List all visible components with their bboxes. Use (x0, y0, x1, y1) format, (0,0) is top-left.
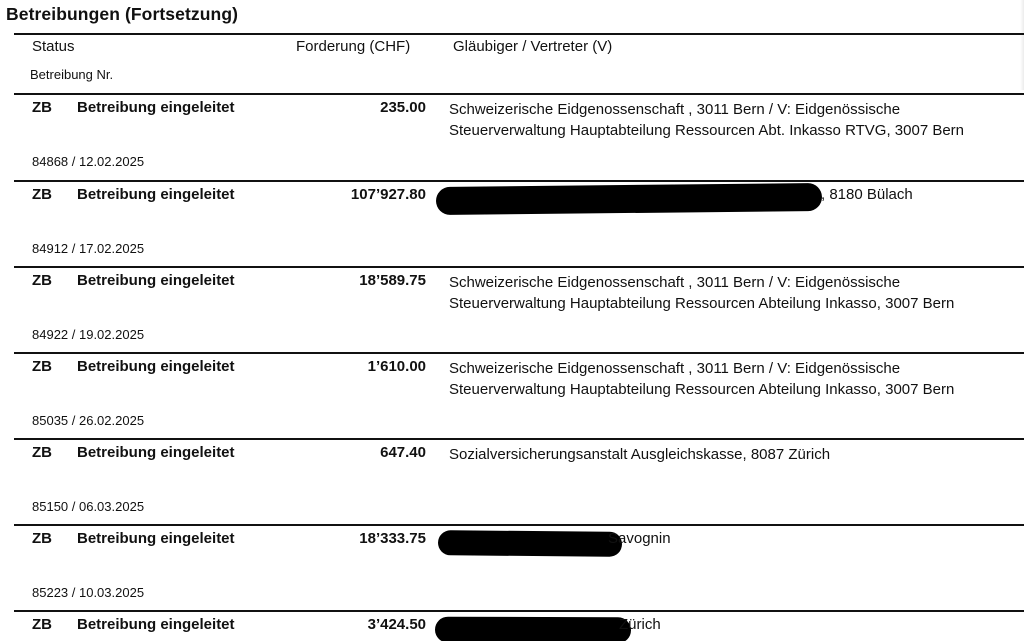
amount: 18’589.75 (359, 272, 426, 289)
creditor-line: Sozialversicherungsanstalt Ausgleichskasse, 8087 Zürich (449, 446, 831, 463)
amount: 235.00 (380, 99, 426, 116)
amount: 1’610.00 (367, 358, 426, 375)
creditor-line: Steuerverwaltung Hauptabteilung Ressourcen Abteilung Inkasso, 3007 Bern (449, 295, 955, 312)
status-code: ZB (32, 444, 52, 461)
table-row (14, 438, 1024, 525)
visible-creditor-fragment: , 8180 Bülach (821, 186, 913, 203)
case-number-date: 84922 / 19.02.2025 (32, 327, 145, 342)
creditor-line: Schweizerische Eidgenossenschaft , 3011 Bern / V: Eidgenössische (449, 274, 901, 291)
creditor-column-header: Gläubiger / Vertreter (V) (453, 38, 613, 55)
creditor-line: Steuerverwaltung Hauptabteilung Ressourcen Abt. Inkasso RTVG, 3007 Bern (449, 122, 965, 139)
row-divider (14, 610, 1024, 612)
status-column-header: Status (32, 38, 75, 55)
status-code: ZB (32, 186, 52, 203)
status-text: Betreibung eingeleitet (77, 99, 235, 116)
table-row (14, 180, 1024, 267)
status-text: Betreibung eingeleitet (77, 616, 235, 633)
table-row (14, 524, 1024, 611)
creditor-line: Schweizerische Eidgenossenschaft , 3011 Bern / V: Eidgenössische (449, 360, 901, 377)
table-row (14, 266, 1024, 353)
redaction-mark (438, 530, 622, 557)
status-text: Betreibung eingeleitet (77, 530, 235, 547)
row-divider (14, 93, 1024, 95)
table-row (14, 610, 1024, 641)
row-divider (14, 524, 1024, 526)
status-code: ZB (32, 358, 52, 375)
page-edge-shadow (1020, 0, 1024, 90)
redaction-mark (436, 183, 822, 215)
creditor-line: Schweizerische Eidgenossenschaft , 3011 Bern / V: Eidgenössische (449, 101, 901, 118)
amount: 647.40 (380, 444, 426, 461)
row-divider (14, 352, 1024, 354)
amount: 3’424.50 (367, 616, 426, 633)
case-number-date: 84868 / 12.02.2025 (32, 154, 145, 169)
case-number-date: 85223 / 10.03.2025 (32, 585, 145, 600)
row-divider (14, 266, 1024, 268)
status-code: ZB (32, 530, 52, 547)
status-code: ZB (32, 272, 52, 289)
status-text: Betreibung eingeleitet (77, 186, 235, 203)
creditor-line: Steuerverwaltung Hauptabteilung Ressourcen Abteilung Inkasso, 3007 Bern (449, 381, 955, 398)
creditor (449, 272, 1024, 314)
visible-creditor-fragment: Savognin (608, 530, 671, 547)
creditor (449, 358, 1024, 400)
table-row (14, 93, 1024, 180)
status-text: Betreibung eingeleitet (77, 358, 235, 375)
status-code: ZB (32, 616, 52, 633)
case-number-date: 84912 / 17.02.2025 (32, 241, 145, 256)
status-code: ZB (32, 99, 52, 116)
row-divider (14, 180, 1024, 182)
creditor (449, 444, 1024, 465)
header-rule (14, 33, 1024, 35)
table-row (14, 352, 1024, 439)
case-number-column-header: Betreibung Nr. (30, 67, 114, 82)
case-number-date: 85035 / 26.02.2025 (32, 413, 145, 428)
visible-creditor-fragment: Zürich (619, 616, 661, 633)
amount-column-header: Forderung (CHF) (296, 38, 411, 55)
amount: 107’927.80 (350, 186, 426, 203)
redaction-mark (435, 617, 631, 641)
case-number-date: 85150 / 06.03.2025 (32, 499, 145, 514)
amount: 18’333.75 (359, 530, 426, 547)
status-text: Betreibung eingeleitet (77, 272, 235, 289)
row-divider (14, 438, 1024, 440)
status-text: Betreibung eingeleitet (77, 444, 235, 461)
creditor (449, 99, 1024, 141)
section-title: Betreibungen (Fortsetzung) (6, 4, 239, 24)
